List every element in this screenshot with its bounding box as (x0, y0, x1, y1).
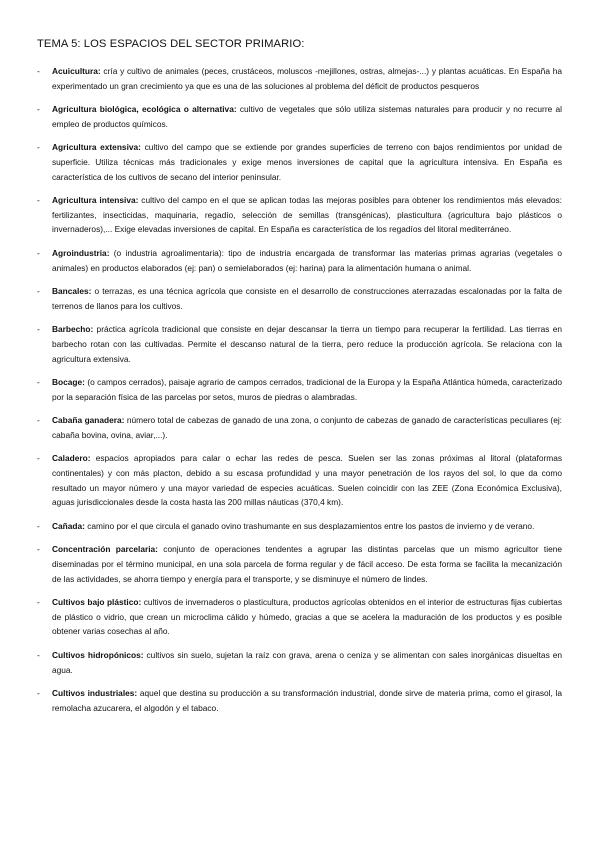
entry-term: Agricultura biológica, ecológica o alternativa: (52, 104, 237, 115)
glossary-list (37, 64, 562, 715)
glossary-entry (37, 451, 562, 509)
glossary-entry (37, 595, 562, 639)
entry-definition: cultivo del campo que se extiende por grandes superficies de terreno con bajos rendimientos por unidad de superficie. Utiliza técnicas más tradicionales y exige menos inversiones de capital que la agricultura intensiva. En España es característica de los cultivos de secano del interior peninsular. (52, 142, 562, 182)
entry-definition: cultivos sin suelo, sujetan la raíz con grava, arena o ceniza y se alimentan con sales inorgánicas disueltas en agua. (52, 650, 563, 675)
bullet-dash: - (37, 195, 40, 206)
glossary-entry (37, 648, 562, 677)
bullet-dash: - (37, 247, 40, 258)
entry-definition: número total de cabezas de ganado de una zona, o conjunto de cabezas de ganado de características peculiares (ej: cabaña bovina, ovina, aviar,...). (52, 415, 562, 440)
glossary-entry (37, 375, 562, 404)
glossary-entry (37, 413, 562, 442)
bullet-dash: - (37, 520, 40, 531)
glossary-entry (37, 519, 562, 534)
entry-term: Agroindustria: (52, 247, 110, 258)
bullet-dash: - (37, 104, 40, 115)
glossary-entry (37, 542, 562, 586)
entry-term: Cultivos bajo plástico: (52, 597, 142, 608)
bullet-dash: - (37, 142, 40, 153)
entry-term: Cañada: (52, 520, 85, 531)
glossary-entry (37, 193, 562, 237)
entry-definition: camino por el que circula el ganado ovino trashumante en sus desplazamientos entre los pastos de invierno y de verano. (84, 520, 535, 531)
entry-definition: (o industria agroalimentaria): tipo de industria encargada de transformar las materias primas agrarias (vegetales o animales) en productos elaborados (ej: pan) o semielaborados (ej: harina) para la alimentación humana o animal. (52, 247, 562, 273)
glossary-entry (37, 284, 562, 313)
entry-definition: aquel que destina su producción a su transformación industrial, donde sirve de materia prima, como el girasol, la remolacha azucarera, el algodón y el tabaco. (52, 688, 562, 713)
bullet-dash: - (37, 286, 40, 297)
entry-definition: cultivo del campo en el que se aplican todas las mejoras posibles para obtener los rendimientos más elevados: fertilizantes, insecticidas, maquinaria, regadío, selección de semillas (transgénicas), plasticultura (agricultura bajo plásticos o invernaderos),... Exige elevadas inversiones de capital. En España es característica de los regadíos del litoral mediterráneo. (52, 195, 562, 235)
entry-term: Barbecho: (52, 324, 94, 335)
bullet-dash: - (37, 324, 40, 335)
document-title: TEMA 5: LOS ESPACIOS DEL SECTOR PRIMARIO: (37, 38, 305, 50)
entry-definition: cultivos de invernaderos o plasticultura, productos agrícolas obtenidos en el interior de estructuras fijas cubiertas de plástico o vidrio, que crean un microclima cálido y húmedo, gracias a que se acelera la maduración de los productos y es posible obtener varias cosechas al año. (52, 597, 562, 637)
entry-term: Bocage: (52, 377, 85, 388)
entry-term: Cabaña ganadera: (52, 415, 125, 426)
bullet-dash: - (37, 597, 40, 608)
entry-term: Caladero: (52, 453, 91, 464)
entry-term: Agricultura intensiva: (52, 195, 139, 206)
entry-term: Acuicultura: (52, 66, 101, 76)
bullet-dash: - (37, 415, 40, 426)
glossary-entry (37, 64, 562, 93)
bullet-dash: - (37, 688, 40, 699)
entry-term: Cultivos hidropónicos: (52, 650, 144, 660)
entry-definition: conjunto de operaciones tendentes a agrupar las distintas parcelas que un mismo agricultor tiene diseminadas por el término municipal, en una sola parcela de forma regular y de fácil acceso. De esta forma se facilita la mecanización de las actividades, se ahorra tiempo y energía para el transporte, y se disminuye el número de lindes. (52, 544, 562, 584)
entry-term: Cultivos industriales: (52, 688, 138, 699)
entry-term: Bancales: (52, 286, 92, 297)
entry-term: Concentración parcelaria: (52, 544, 158, 555)
glossary-entry (37, 246, 562, 275)
glossary-entry (37, 686, 562, 715)
bullet-dash: - (37, 66, 40, 76)
bullet-dash: - (37, 544, 40, 555)
entry-definition: práctica agrícola tradicional que consiste en dejar descansar la tierra un tiempo para recuperar la fertilidad. Las tierras en barbecho rotan con las cultivadas. Permite el descanso natural de la tierra, pero reduce la producción agrícola. Se relaciona con la agricultura extensiva. (52, 324, 562, 364)
entry-term: Agricultura extensiva: (52, 142, 141, 153)
bullet-dash: - (37, 377, 40, 388)
entry-definition: espacios apropiados para calar o echar las redes de pesca. Suelen ser las zonas próximas al litoral (plataformas continentales) y con más placton, debido a su escasa profundidad y una mayor penetración de los rayos del sol, lo que da como resultado un mayor número y una mayor variedad de especies acuáticas. Suelen coincidir con las ZEE (Zona Económica Exclusiva), aguas jurisdiccionales desde la costa hasta las 200 millas náuticas (370,4 km). (52, 453, 562, 508)
glossary-entry (37, 102, 562, 131)
entry-definition: cría y cultivo de animales (peces, crustáceos, moluscos -mejillones, ostras, almejas-...) y plantas acuáticas. En España ha experimentado un gran crecimiento ya que es una de las soluciones al problema del déficit de productos pesqueros (52, 66, 562, 91)
entry-definition: o terrazas, es una técnica agrícola que consiste en el desarrollo de construcciones aterrazadas escalonadas por la falta de terrenos de llanos para los cultivos. (52, 286, 562, 311)
glossary-entry (37, 140, 562, 184)
glossary-entry (37, 322, 562, 366)
bullet-dash: - (37, 453, 40, 464)
entry-definition: cultivo de vegetales que sólo utiliza sistemas naturales para producir y no recurre al empleo de productos químicos. (52, 104, 562, 129)
entry-definition: (o campos cerrados), paisaje agrario de campos cerrados, tradicional de la Europa y la España Atlántica húmeda, caracterizado por la separación física de las parcelas por setos, muros de piedras o alambradas. (52, 377, 562, 402)
bullet-dash: - (37, 650, 40, 660)
